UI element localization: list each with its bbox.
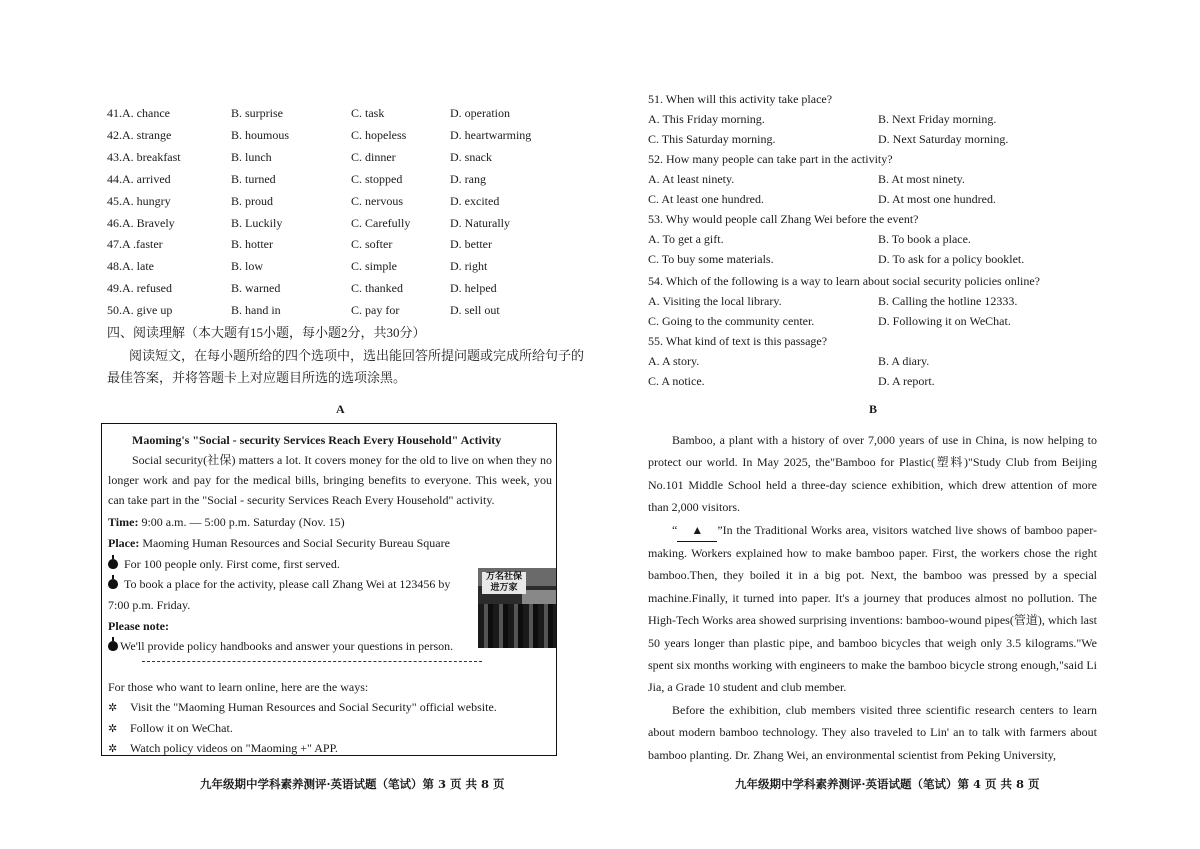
option-d: D. Next Saturday morning. [878,132,1009,146]
blank-marker: ▲ [691,522,704,537]
cloze-option: C. pay for [351,303,400,318]
question-stem: 53. Why would people call Zhang Wei before the event? [648,212,919,226]
option-a: A. At least ninety. [648,172,735,186]
cloze-option: D. sell out [450,303,500,318]
cloze-option: D. rang [450,171,486,186]
cloze-option: 43.A. breakfast [107,149,181,164]
cloze-option: B. turned [231,171,276,186]
option-c: C. A notice. [648,374,705,388]
passage-b-paragraph-3: Before the exhibition, club members visited three scientific research centers to learn about modern bamboo technology. They also traveled to Lin' an to talk with farmers about bamboo planting. Dr. Zhang Wei, an environmental scientist from Peking University, [648,702,1097,762]
option-d: D. To ask for a policy booklet. [878,252,1025,266]
cloze-option: C. task [351,106,385,120]
online-way-app [108,738,552,759]
bullet-text: To book a place for the activity, please call Zhang Wei at 123456 by [124,577,451,591]
activity-photo [478,568,556,648]
online-intro: For those who want to learn online, here are the ways: [108,680,369,694]
cloze-option: B. lunch [231,149,272,164]
notice-place [108,533,552,553]
notice-intro: Social security(社保) matters a lot. It covers money for the old to live on when they no longer work and pay for the medical bills, bringing benefits to everyone. This week, you can take part in the "Social - security Services Reach Every Household" activity. [108,453,552,507]
note-label: Please note: [108,619,169,633]
notice-title: Maoming's "Social - security Services Reach Every Household" Activity [132,433,502,447]
cloze-option: 50.A. give up [107,303,173,318]
cloze-option: B. houmous [231,127,290,142]
cloze-option: B. Luckily [231,215,283,230]
cloze-row [107,124,587,146]
passage-b-paragraph-1: Bamboo, a plant with a history of over 7,000 years of use in China, is now helping to protect our world. In May 2025, the"Bamboo for Plastic(塑料)"Study Club from Beijing No.101 Middle School held a three-day science exhibition, which drew attention of more than 2,000 visitors. [648,433,1097,515]
option-a: A. To get a gift. [648,232,724,246]
option-b: B. To book a place. [878,232,971,246]
footer-page-4: 九年级期中学科素养测评·英语试题（笔试）第 4 页 共 8 页 [735,777,1040,791]
flower-bullet-icon: ✲ [108,702,118,714]
notice-time [108,512,552,532]
paragraph-text: ”In the Traditional Works area, visitors watched live shows of bamboo paper-making. Workers explained how to make bamboo paper. First, the workers chose the right bamboo.Then, they boiled it in a big pot. Next, the bamboo was pressed by a special machine.Finally, it turned into paper. It's a journey that produces almost no pollution. The High-Tech Works area showed surprising inventions: bamboo-wound pipes(管道), which last 50 years longer than plastic pipe, and bamboo bicycles that weigh only 3.5 kilograms."We spent six months working with engineers to make the bamboo bicycle strong enough,"said Li Jia, a Grade 10 student and club member. [648,522,1097,695]
cloze-option: D. right [450,259,488,274]
cloze-option: 45.A. hungry [107,193,171,208]
option-d: D. Following it on WeChat. [878,314,1011,328]
option-a: A. This Friday morning. [648,112,765,126]
cloze-option: 42.A. strange [107,127,172,142]
option-b: B. A diary. [878,354,930,368]
cloze-option: D. Naturally [450,215,510,230]
answer-blank [677,519,717,542]
cloze-option: C. dinner [351,149,396,164]
cloze-row [107,190,587,212]
cloze-option: B. hotter [231,237,273,252]
cloze-row [107,168,587,190]
option-a: A. Visiting the local library. [648,294,782,308]
cloze-option: D. better [450,237,492,252]
passage-label-a: A [336,402,345,416]
cloze-option: 44.A. arrived [107,171,171,186]
question-stem: 55. What kind of text is this passage? [648,334,828,348]
question-stem: 54. Which of the following is a way to learn about social security policies online? [648,274,1041,288]
bullet-text: Follow it on WeChat. [130,721,233,735]
cloze-row [107,212,587,234]
question-stem: 51. When will this activity take place? [648,92,833,106]
cloze-option: C. nervous [351,193,403,208]
online-way-wechat [108,718,552,739]
cloze-option: B. hand in [231,303,281,318]
photo-crowd [478,604,556,648]
option-d: D. A report. [878,374,935,388]
cloze-option: D. heartwarming [450,127,532,142]
cloze-option: B. proud [231,193,273,208]
time-value: 9:00 a.m. — 5:00 p.m. Saturday (Nov. 15) [138,515,345,529]
cloze-row [107,277,587,299]
time-label: Time: [108,515,139,529]
online-way-website [108,697,552,718]
cloze-row [107,299,587,321]
footer-page-3: 九年级期中学科素养测评·英语试题（笔试）第 3 页 共 8 页 [200,777,505,791]
notice-bullet-booking-cont: 7:00 p.m. Friday. [108,598,191,612]
passage-b-paragraph-2 [648,519,1097,699]
bullet-text: For 100 people only. First come, first served. [124,557,340,571]
cloze-row [107,255,587,277]
photo-sign: 万名社保 进万家 [482,572,526,594]
bullet-text: Watch policy videos on "Maoming +" APP. [130,741,338,755]
quote-open: “ [672,522,678,537]
cloze-option: 47.A .faster [107,237,163,252]
cloze-option: 49.A. refused [107,281,172,296]
place-value: Maoming Human Resources and Social Security Bureau Square [139,536,450,550]
question-stem: 52. How many people can take part in the activity? [648,152,893,166]
option-d: D. At most one hundred. [878,192,996,206]
cloze-option: 48.A. late [107,259,154,274]
cloze-row [107,102,587,124]
bullet-text: Visit the "Maoming Human Resources and Social Security" official website. [130,700,497,714]
cloze-option: C. Carefully [351,215,411,230]
place-label: Place: [108,536,140,550]
section-heading: 四、阅读理解（本大题有15小题，每小题2分，共30分） [107,325,426,340]
option-b: B. Next Friday morning. [878,112,997,126]
flower-bullet-icon: ✲ [108,723,118,735]
apple-icon [108,641,118,651]
passage-b [648,429,1097,766]
cloze-row [107,146,587,168]
cloze-option: C. softer [351,237,393,252]
cloze-option: 41.A. chance [107,106,170,120]
apple-icon [108,579,118,589]
section-instruction: 阅读短文，在每小题所给的四个选项中，选出能回答所提问题或完成所给句子的最佳答案，并将答题卡上对应题目所选的选项涂黑。 [107,348,585,385]
cloze-option: B. low [231,259,264,274]
flower-bullet-icon: ✲ [108,743,118,755]
option-c: C. This Saturday morning. [648,132,776,146]
option-c: C. Going to the community center. [648,314,815,328]
option-a: A. A story. [648,354,700,368]
cloze-option: 46.A. Bravely [107,215,175,230]
cloze-option: C. simple [351,259,398,274]
cloze-option: B. surprise [231,106,283,120]
cloze-option: C. thanked [351,281,403,296]
option-c: C. To buy some materials. [648,252,774,266]
cloze-row [107,233,587,255]
dashed-divider [142,661,482,662]
cloze-option: C. hopeless [351,127,407,142]
cloze-option: C. stopped [351,171,403,186]
cloze-option: D. excited [450,193,500,208]
cloze-option: D. helped [450,281,497,296]
passage-label-b: B [869,402,878,416]
bullet-text: We'll provide policy handbooks and answer your questions in person. [120,639,454,653]
notice-box [101,423,557,756]
cloze-option: B. warned [231,281,281,296]
cloze-option: D. snack [450,149,492,164]
option-b: B. Calling the hotline 12333. [878,294,1018,308]
apple-icon [108,559,118,569]
option-c: C. At least one hundred. [648,192,764,206]
option-b: B. At most ninety. [878,172,965,186]
cloze-option: D. operation [450,106,510,120]
